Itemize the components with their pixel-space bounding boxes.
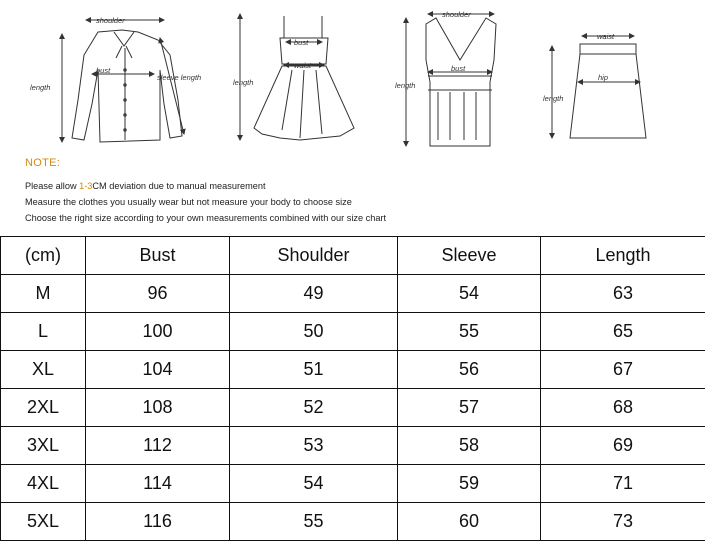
size-cell: 5XL bbox=[1, 503, 86, 541]
header-length: Length bbox=[541, 237, 705, 275]
length-cell: 69 bbox=[541, 427, 705, 465]
header-unit: (cm) bbox=[1, 237, 86, 275]
bust-cell: 112 bbox=[86, 427, 230, 465]
size-cell: L bbox=[1, 313, 86, 351]
dress-bust-label: bust bbox=[294, 38, 309, 47]
bust-cell: 114 bbox=[86, 465, 230, 503]
shoulder-cell: 50 bbox=[230, 313, 398, 351]
table-row bbox=[1, 427, 705, 465]
table-row bbox=[1, 465, 705, 503]
length-cell: 68 bbox=[541, 389, 705, 427]
length-cell: 63 bbox=[541, 275, 705, 313]
dress-waist-label: waist bbox=[294, 61, 312, 70]
sleeve-cell: 54 bbox=[398, 275, 541, 313]
length-cell: 73 bbox=[541, 503, 705, 541]
length-cell: 65 bbox=[541, 313, 705, 351]
bust-cell: 100 bbox=[86, 313, 230, 351]
table-row bbox=[1, 313, 705, 351]
note-line-3: Choose the right size according to your own measurements combined with our size chart bbox=[25, 213, 387, 223]
skirt-diagram bbox=[552, 36, 646, 138]
size-chart-table bbox=[0, 236, 705, 541]
table-row bbox=[1, 503, 705, 541]
skirt-length-label: length bbox=[543, 94, 564, 103]
shoulder-cell: 52 bbox=[230, 389, 398, 427]
shirt-shoulder-label: shoulder bbox=[96, 16, 125, 25]
table-row bbox=[1, 389, 705, 427]
table-header-row bbox=[1, 237, 705, 275]
shirt-bust-label: bust bbox=[96, 66, 111, 75]
shoulder-cell: 51 bbox=[230, 351, 398, 389]
header-sleeve: Sleeve bbox=[398, 237, 541, 275]
note-line-1-prefix: Please allow bbox=[25, 181, 80, 191]
note-line-1-suffix: CM deviation due to manual measurement bbox=[92, 181, 266, 191]
length-cell: 71 bbox=[541, 465, 705, 503]
sleeve-cell: 57 bbox=[398, 389, 541, 427]
tank-length-label: length bbox=[395, 81, 416, 90]
length-cell: 67 bbox=[541, 351, 705, 389]
size-cell: 3XL bbox=[1, 427, 86, 465]
sleeve-cell: 60 bbox=[398, 503, 541, 541]
tank-diagram bbox=[406, 14, 496, 146]
sleeve-cell: 59 bbox=[398, 465, 541, 503]
tank-shoulder-label: shoulder bbox=[442, 10, 471, 19]
dress-diagram bbox=[240, 14, 354, 140]
bust-cell: 96 bbox=[86, 275, 230, 313]
header-shoulder: Shoulder bbox=[230, 237, 398, 275]
size-cell: M bbox=[1, 275, 86, 313]
skirt-hip-label: hip bbox=[598, 73, 609, 82]
tank-bust-label: bust bbox=[451, 64, 466, 73]
note-title: NOTE: bbox=[25, 157, 61, 169]
dress-length-label: length bbox=[233, 78, 254, 87]
table-row bbox=[1, 351, 705, 389]
bust-cell: 116 bbox=[86, 503, 230, 541]
shirt-sleeve-label: sleeve length bbox=[157, 73, 202, 82]
bust-cell: 104 bbox=[86, 351, 230, 389]
sleeve-cell: 58 bbox=[398, 427, 541, 465]
header-bust: Bust bbox=[86, 237, 230, 275]
size-cell: 4XL bbox=[1, 465, 86, 503]
sleeve-cell: 55 bbox=[398, 313, 541, 351]
note-line-2: Measure the clothes you usually wear but not measure your body to choose size bbox=[25, 197, 352, 207]
shoulder-cell: 53 bbox=[230, 427, 398, 465]
shirt-length-label: length bbox=[30, 83, 51, 92]
skirt-waist-label: waist bbox=[597, 32, 615, 41]
size-cell: XL bbox=[1, 351, 86, 389]
measurement-guide bbox=[0, 0, 705, 236]
bust-cell: 108 bbox=[86, 389, 230, 427]
table-row bbox=[1, 275, 705, 313]
size-cell: 2XL bbox=[1, 389, 86, 427]
sleeve-cell: 56 bbox=[398, 351, 541, 389]
note-line-1-highlight: 1-3 bbox=[79, 181, 93, 191]
note-line-1 bbox=[25, 181, 266, 191]
shoulder-cell: 49 bbox=[230, 275, 398, 313]
shoulder-cell: 54 bbox=[230, 465, 398, 503]
shoulder-cell: 55 bbox=[230, 503, 398, 541]
